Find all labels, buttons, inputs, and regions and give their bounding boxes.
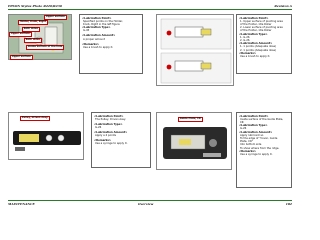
remarks-text: Use a brush to apply it. (240, 54, 271, 58)
subsection-title: Overview (138, 202, 154, 206)
type-text: 1. G-26 (240, 35, 250, 39)
idle-roller-illustration (157, 15, 234, 86)
point-text: Inside surface of the Guide Plate, (240, 117, 284, 121)
callout-upper-surface-1: Upper surface (44, 15, 67, 20)
type-text: G-45 (83, 29, 90, 33)
amount-text: 1. 1 points (Adequate dose) (240, 45, 277, 49)
callout-upper-surface-3: Upper surface (10, 55, 33, 60)
point-label: <Lubrication Point> (94, 114, 124, 118)
remarks-label: <Remarks> (239, 51, 257, 55)
lubrication-photo-idle-roller (156, 14, 234, 86)
amount-text: Apply lubricant so (240, 133, 264, 137)
point-text: Knob, Right in the left figure (83, 22, 120, 26)
type-label: <Lubrication Type> (94, 122, 123, 126)
remarks-text: Use a syringe to apply it. (95, 142, 128, 146)
header-rule (8, 9, 292, 10)
page-header (8, 4, 292, 10)
remarks-text: Use a syringe to apply it. (240, 152, 273, 156)
callout-upper-surface-2: Upper surface (9, 32, 32, 37)
type-label: <Lubrication Type> (239, 32, 268, 36)
callout-pulley-driven: Pulley, Driven Assy. (20, 116, 50, 121)
callout-both-sides-2: Both sides (24, 38, 42, 43)
callout-both-sides-1: Both sides (22, 27, 40, 32)
amount-text: A proper amount (83, 37, 105, 41)
remarks-label: <Remarks> (82, 42, 100, 46)
section-title: MAINTENANCE (8, 202, 35, 206)
revision-label: Revision A (274, 4, 292, 8)
type-label: <Lubrication Type> (239, 124, 268, 128)
amount-text: Apply a 4 points (95, 134, 117, 138)
amount-text: Into bottom side (240, 143, 262, 147)
lubrication-note-guide-plate (236, 112, 292, 188)
point-text: The Pulley, Driven Assy. (95, 117, 126, 121)
point-label: <Lubrication Point> (239, 114, 269, 118)
footer-rule (8, 200, 292, 201)
point-text: CR (240, 120, 244, 124)
point-text: of the Holder, Idle Roller (240, 22, 272, 26)
type-text: G-26 (240, 127, 247, 131)
amount-label: <Lubrication Amount> (239, 130, 273, 134)
type-text: G-26 (95, 125, 102, 129)
type-label: <Lubrication Type> (82, 26, 111, 30)
page-number: 182 (285, 202, 292, 206)
remarks-label: <Remarks> (239, 149, 257, 153)
callout-guide-plate-cr: Guide Plate, CR (178, 117, 203, 122)
amount-text: To the edge of "Cover, Guide (240, 136, 278, 140)
callout-inside-hole: Inside surface of the hole (26, 45, 64, 50)
amount-text: Plate, CR" (240, 140, 253, 144)
page-footer (8, 200, 292, 208)
point-text: 2. Lower surface of pivoting area (240, 26, 283, 30)
point-label: <Lubrication Point> (239, 16, 269, 20)
lubrication-note-idle-roller (236, 14, 292, 74)
amount-label: <Lubrication Amount> (239, 42, 273, 46)
callout-holder-knob-right: Holder, Knob, Right (18, 20, 48, 25)
point-text: of the Holder, Idle Roller (240, 29, 272, 33)
remarks-text: Use a brush to apply it. (83, 45, 114, 49)
lubrication-note-holder-knob (79, 14, 143, 74)
amount-text: 2. 1 points (Adequate dose) (240, 48, 277, 52)
document-title: EPSON Stylus Photo R220/R230 (8, 4, 62, 8)
type-text: 2. G-26 (240, 38, 250, 42)
amount-label: <Lubrication Amount> (94, 130, 128, 134)
point-text: Specified points on the Holder, (83, 19, 124, 23)
point-text: 1. Upper surface of pivoting area (240, 19, 283, 23)
lubrication-note-pulley (91, 112, 151, 168)
amount-label: <Lubrication Amount> (82, 34, 116, 38)
amount-text: To show where from the ridge. (240, 146, 280, 150)
remarks-label: <Remarks> (94, 139, 112, 143)
point-label: <Lubrication Point> (82, 16, 112, 20)
